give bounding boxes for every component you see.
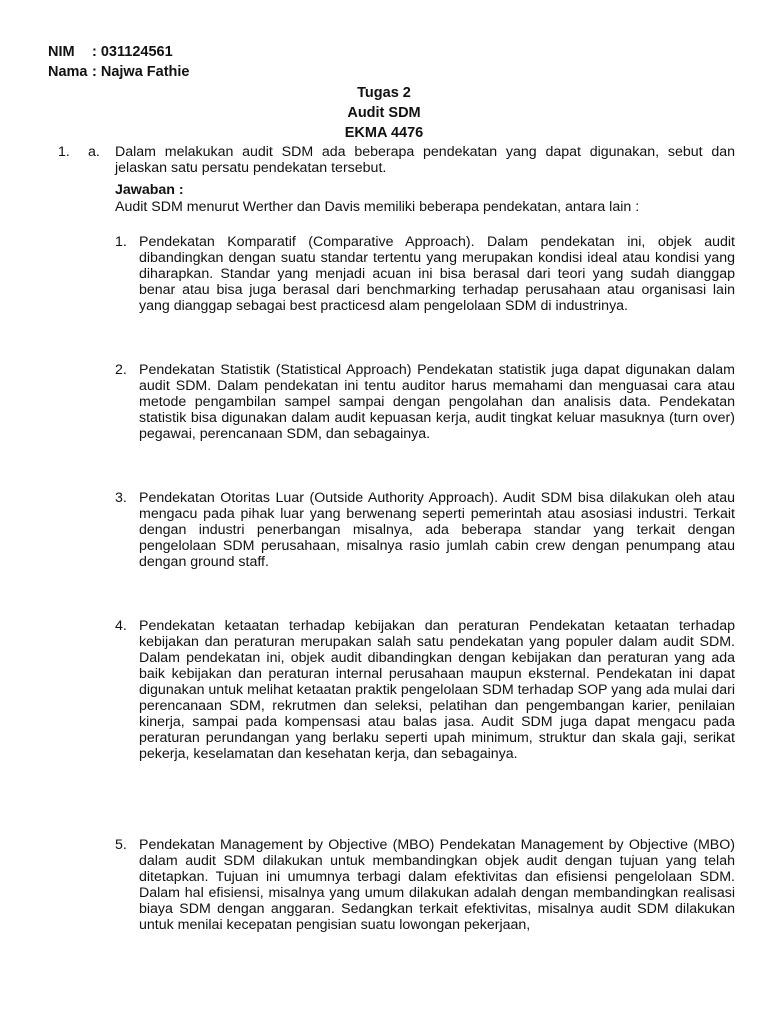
question-letter: a. <box>88 144 100 160</box>
item-text: Pendekatan Otoritas Luar (Outside Authority Approach). Audit SDM bisa dilakukan oleh atau mengacu pada pihak luar yang berwenang seperti pemerintah atau asosiasi industri. Terkait dengan industri penerbangan misalnya, ada beberapa standar yang terkait dengan pengelolaan SDM perusahaan, misalnya rasio jumlah cabin crew dengan penumpang atau dengan ground staff. <box>139 490 735 570</box>
nama-line <box>48 64 190 80</box>
item-number: 2. <box>115 362 127 378</box>
title-course: Audit SDM <box>347 105 421 121</box>
item-number: 3. <box>115 490 127 506</box>
item-number: 5. <box>115 837 127 853</box>
item-text: Pendekatan Statistik (Statistical Approach) Pendekatan statistik juga dapat digunakan dalam audit SDM. Dalam pendekatan ini tentu auditor harus memahami dan menguasai cara atau metode pengambilan sampel sampai dengan pengolahan dan analisis data. Pendekatan statistik bisa digunakan dalam audit kepuasan kerja, audit tingkat keluar masuknya (turn over) pegawai, perencanaan SDM, dan sebagainya. <box>139 362 735 442</box>
item-text: Pendekatan ketaatan terhadap kebijakan dan peraturan Pendekatan ketaatan terhadap kebijakan dan peraturan merupakan salah satu pendekatan yang populer dalam audit SDM. Dalam pendekatan ini, objek audit dibandingkan dengan kebijakan dan peraturan yang ada baik kebijakan dan peraturan internal perusahaan maupun eksternal. Pendekatan ini dapat digunakan untuk melihat ketaatan praktik pengelolaan SDM terhadap SOP yang ada mulai dari perencanaan SDM, rekrutmen dan seleksi, pelatihan dan pengembangan karier, penilaian kinerja, sampai pada kompensasi atau balas jasa. Audit SDM juga dapat mengacu pada peraturan perundangan yang berlaku seperti upah minimum, struktur dan skala gaji, serikat pekerja, keselamatan dan kesehatan kerja, dan sebagainya. <box>139 618 735 762</box>
nama-value: : Najwa Fathie <box>92 64 190 80</box>
question-text: Dalam melakukan audit SDM ada beberapa pendekatan yang dapat digunakan, sebut dan jelaskan satu persatu pendekatan tersebut. <box>115 144 735 176</box>
item-number: 4. <box>115 618 127 634</box>
list-item <box>115 362 735 442</box>
nim-value: : 031124561 <box>92 44 173 60</box>
item-text: Pendekatan Management by Objective (MBO) Pendekatan Management by Objective (MBO) dalam audit SDM dilakukan untuk membandingkan objek audit dengan tujuan yang telah ditetapkan. Tujuan ini umumnya terbagi dalam efektivitas dan efisiensi pengelolaan SDM. Dalam hal efisiensi, misalnya yang umum dilakukan adalah dengan membandingkan realisasi biaya SDM dengan anggaran. Sedangkan terkait efektivitas, misalnya audit SDM dilakukan untuk menilai kecepatan pengisian suatu lowongan pekerjaan, <box>139 837 735 933</box>
title-tugas: Tugas 2 <box>357 85 411 101</box>
list-item <box>115 234 735 314</box>
nama-label: Nama <box>48 64 88 80</box>
nim-line <box>48 44 173 60</box>
list-item <box>115 837 735 933</box>
nim-label: NIM <box>48 44 75 60</box>
answer-label: Jawaban : <box>115 182 184 198</box>
item-text: Pendekatan Komparatif (Comparative Approach). Dalam pendekatan ini, objek audit dibandingkan dengan suatu standar tertentu yang merupakan kondisi ideal atau kondisi yang diharapkan. Standar yang menjadi acuan ini bisa berasal dari teori yang sudah dianggap benar atau bisa juga berasal dari benchmarking terhadap perusahaan atau organisasi lain yang dianggap sebagai best practicesd alam pengelolaan SDM di industrinya. <box>139 234 735 314</box>
question-number: 1. <box>58 144 70 160</box>
list-item <box>115 618 735 762</box>
answer-intro: Audit SDM menurut Werther dan Davis memiliki beberapa pendekatan, antara lain : <box>115 199 640 215</box>
title-code: EKMA 4476 <box>344 125 424 141</box>
item-number: 1. <box>115 234 127 250</box>
list-item <box>115 490 735 570</box>
